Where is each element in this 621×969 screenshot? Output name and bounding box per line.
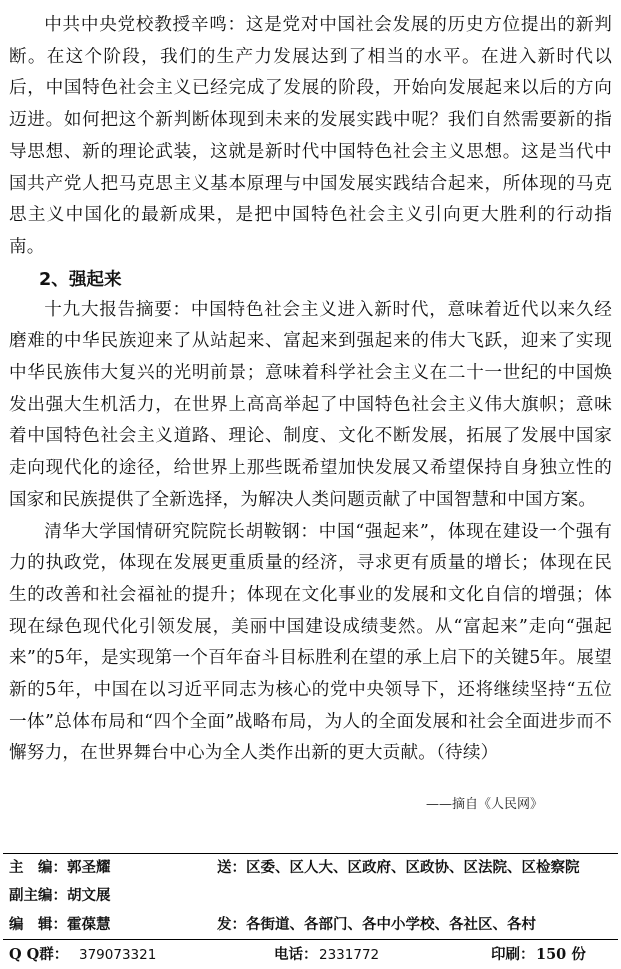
distribute-to-list: 发：各街道、各部门、各中小学校、各社区、各村	[217, 916, 536, 933]
paragraph-xin-ming: 中共中央党校教授辛鸣：这是党对中国社会发展的历史方位提出的新判断。在这个阶段，我们的生产力发展达到了相当的水平。在进入新时代以后，中国特色社会主义已经完成了发展的阶段，开始向发展起来以后的方向迈进。如何把这个新判断体现到未来的发展实践中呢？我们自然需要新的指导思想、新的理论武装，这就是新时代中国特色社会主义思想。这是当代中国共产党人把马克思主义基本原理与中国发展实践结合起来，所体现的马克思主义中国化的最新成果，是把中国特色社会主义引向更大胜利的行动指南。	[9, 15, 612, 257]
paragraph-report-summary: 十九大报告摘要：中国特色社会主义进入新时代，意味着近代以来久经磨难的中华民族迎来了从站起来、富起来到强起来的伟大飞跃，迎来了实现中华民族伟大复兴的光明前景；意味着科学社会主义在二十一世纪的中国焕发出强大生机活力，在世界上高高举起了中国特色社会主义伟大旗帜；意味着中国特色社会主义道路、理论、制度、文化不断发展，拓展了发展中国家走向现代化的途径，给世界上那些既希望加快发展又希望保持自身独立性的国家和民族提供了全新选择，为解决人类问题贡献了中国智慧和中国方案。	[9, 299, 612, 510]
paragraph-hu-angang: 清华大学国情研究院院长胡鞍钢：中国“强起来”，体现在建设一个强有力的执政党，体现在发展更重质量的经济，寻求更有质量的增长；体现在民生的改善和社会福祉的提升；体现在文化事业的发展和文化自信的增强；体现在绿色现代化引领发展，美丽中国建设成绩斐然。从“富起来”走向“强起来”的5年，是实现第一个百年奋斗目标胜利在望的承上启下的关键5年。展望新的5年，中国在以习近平同志为核心的党中央领导下，还将继续坚持“五位一体”总体布局和“四个全面”战略布局，为人的全面发展和社会全面进步而不懈努力，在世界舞台中心为全人类作出新的更大贡献。（待续）	[9, 521, 612, 764]
qq-group-number: 379073321	[79, 947, 157, 963]
article-body	[9, 10, 612, 770]
editor: 编 辑：霍葆慧	[9, 916, 111, 933]
print-label: 印刷：	[491, 946, 535, 963]
footer-bottom-rule	[3, 939, 618, 940]
section-heading: 2、强起来	[39, 269, 122, 290]
footer-info	[0, 853, 621, 968]
phone-label: 电话：	[274, 946, 318, 963]
footer-row-1	[9, 854, 617, 882]
footer-row-3	[9, 911, 617, 939]
deputy-editor: 副主编：胡文展	[9, 887, 111, 904]
chief-editor: 主 编：郭圣耀	[9, 859, 111, 876]
qq-group-label: Q Q群：	[9, 946, 69, 963]
footer-row-2	[9, 882, 617, 910]
print-count: 150 份	[536, 946, 586, 963]
phone-number: 2331772	[319, 947, 380, 963]
send-to-list: 送：区委、区人大、区政府、区政协、区法院、区检察院	[217, 859, 580, 876]
source-attribution: ——摘自《人民网》	[426, 797, 544, 812]
footer-row-4	[9, 941, 617, 969]
